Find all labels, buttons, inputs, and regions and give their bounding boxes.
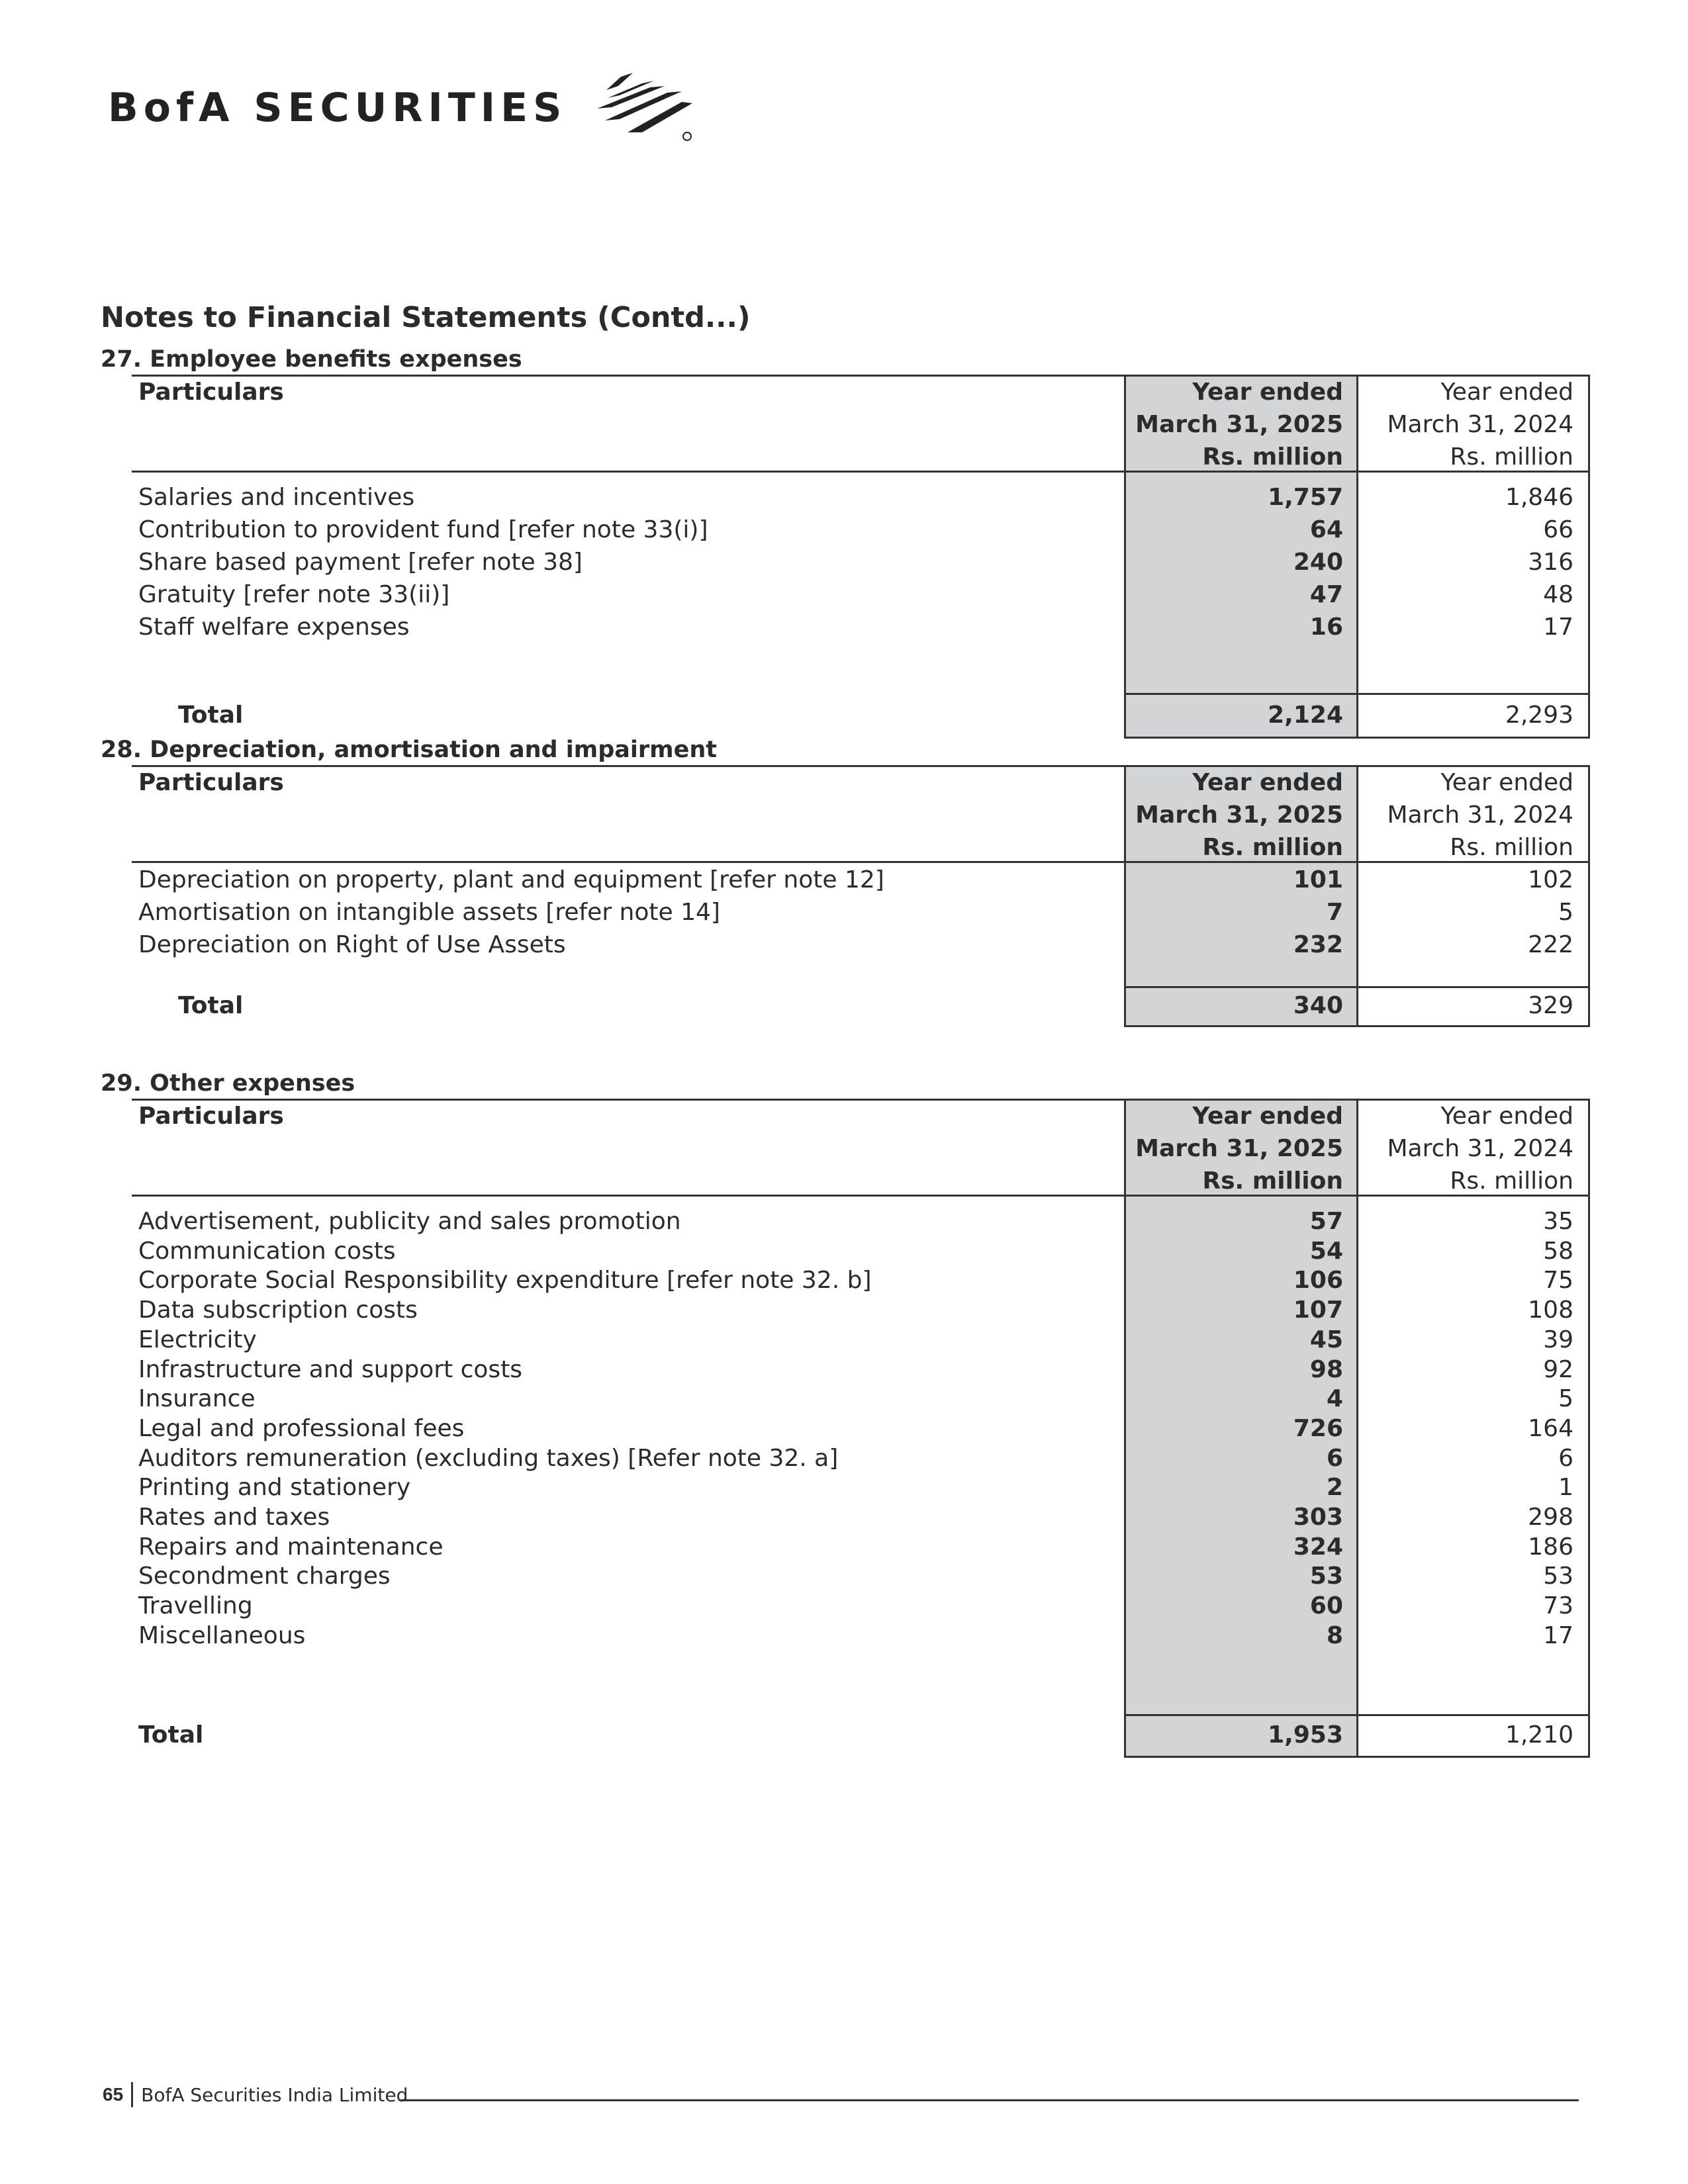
row-value-2024: 53 xyxy=(1543,1563,1573,1590)
col-2024-header-line2: March 31, 2024 xyxy=(1387,1135,1573,1162)
row-value-2025: 2 xyxy=(1326,1474,1343,1502)
row-value-2025: 101 xyxy=(1293,866,1343,893)
row-label: Repairs and maintenance xyxy=(138,1533,444,1561)
row-label: Salaries and incentives xyxy=(138,484,415,511)
row-label: Gratuity [refer note 33(ii)] xyxy=(138,581,450,608)
page-heading: Notes to Financial Statements (Contd...) xyxy=(101,301,751,334)
row-value-2024: 58 xyxy=(1543,1237,1573,1265)
note-28-title: 28. Depreciation, amortisation and impairment xyxy=(101,737,718,763)
row-value-2025: 106 xyxy=(1293,1267,1343,1295)
row-label: Share based payment [refer note 38] xyxy=(138,549,583,576)
row-value-2024: 17 xyxy=(1543,614,1573,641)
row-label: Communication costs xyxy=(138,1237,396,1265)
row-value-2024: 17 xyxy=(1543,1621,1573,1649)
note-28-table xyxy=(132,765,1590,1027)
row-value-2024: 75 xyxy=(1543,1267,1573,1295)
row-label: Miscellaneous xyxy=(138,1621,306,1649)
total-label: Total xyxy=(138,1721,204,1749)
row-value-2024: 108 xyxy=(1528,1297,1573,1324)
row-value-2024: 5 xyxy=(1558,1385,1573,1413)
row-value-2024: 164 xyxy=(1528,1414,1573,1442)
note-27-section xyxy=(101,344,1590,729)
col-2025-header-line2: March 31, 2025 xyxy=(1135,801,1343,829)
row-value-2025: 240 xyxy=(1293,549,1343,576)
total-2025: 1,953 xyxy=(1268,1721,1343,1749)
logo xyxy=(108,71,694,144)
row-value-2024: 92 xyxy=(1543,1355,1573,1383)
row-value-2024: 35 xyxy=(1543,1208,1573,1235)
row-value-2025: 726 xyxy=(1293,1414,1343,1442)
footer-rule xyxy=(400,2099,1579,2101)
row-label: Corporate Social Responsibility expenditure [refer note 32. b] xyxy=(138,1267,872,1295)
note-29-title: 29. Other expenses xyxy=(101,1070,355,1097)
row-label: Travelling xyxy=(138,1592,253,1620)
col-2025-header-line1: Year ended xyxy=(1192,1103,1343,1130)
total-2025: 340 xyxy=(1293,992,1343,1019)
logo-wordmark: BofA SECURITIES xyxy=(108,85,567,131)
total-2024: 2,293 xyxy=(1505,702,1573,729)
row-value-2025: 53 xyxy=(1309,1563,1343,1590)
total-label: Total xyxy=(178,702,244,729)
col-2024-header-line1: Year ended xyxy=(1440,379,1573,406)
row-label: Electricity xyxy=(138,1326,257,1353)
page-footer xyxy=(103,2082,408,2107)
row-value-2025: 303 xyxy=(1293,1504,1343,1531)
col-2025-header-line3: Rs. million xyxy=(1202,834,1343,861)
note-27-table xyxy=(132,375,1590,739)
flag-logo-icon xyxy=(581,71,694,144)
row-value-2024: 186 xyxy=(1528,1533,1573,1561)
row-value-2025: 6 xyxy=(1326,1444,1343,1472)
col-2024-header-line2: March 31, 2024 xyxy=(1387,801,1573,829)
row-value-2024: 102 xyxy=(1528,866,1573,893)
page-number: 65 xyxy=(103,2084,124,2105)
note-29-table xyxy=(132,1099,1590,1758)
note-29-section xyxy=(101,1068,1590,1749)
col-2024-header-line2: March 31, 2024 xyxy=(1387,411,1573,438)
row-value-2025: 16 xyxy=(1309,614,1343,641)
particulars-header: Particulars xyxy=(138,379,284,406)
row-value-2024: 5 xyxy=(1558,899,1573,926)
row-label: Data subscription costs xyxy=(138,1297,418,1324)
row-value-2025: 64 xyxy=(1309,516,1343,543)
row-value-2025: 324 xyxy=(1293,1533,1343,1561)
row-value-2025: 60 xyxy=(1309,1592,1343,1620)
row-value-2024: 73 xyxy=(1543,1592,1573,1620)
row-label: Secondment charges xyxy=(138,1563,391,1590)
total-2025: 2,124 xyxy=(1268,702,1343,729)
row-value-2024: 222 xyxy=(1528,931,1573,958)
row-value-2024: 39 xyxy=(1543,1326,1573,1353)
row-label: Contribution to provident fund [refer note 33(i)] xyxy=(138,516,708,543)
row-value-2024: 1 xyxy=(1558,1474,1573,1502)
row-label: Infrastructure and support costs xyxy=(138,1355,523,1383)
row-value-2025: 45 xyxy=(1309,1326,1343,1353)
row-value-2025: 232 xyxy=(1293,931,1343,958)
row-value-2025: 4 xyxy=(1326,1385,1343,1413)
col-2025-header-line3: Rs. million xyxy=(1202,1167,1343,1195)
row-value-2024: 1,846 xyxy=(1505,484,1573,511)
particulars-header: Particulars xyxy=(138,1103,284,1130)
row-value-2024: 298 xyxy=(1528,1504,1573,1531)
total-label: Total xyxy=(178,992,244,1019)
note-27-title: 27. Employee benefits expenses xyxy=(101,346,522,373)
row-label: Advertisement, publicity and sales promotion xyxy=(138,1208,681,1235)
col-2025-header-line1: Year ended xyxy=(1192,769,1343,796)
row-label: Staff welfare expenses xyxy=(138,614,410,641)
row-label: Amortisation on intangible assets [refer note 14] xyxy=(138,899,720,926)
col-2024-header-line1: Year ended xyxy=(1440,769,1573,796)
col-2024-header-line3: Rs. million xyxy=(1450,443,1573,471)
row-value-2024: 66 xyxy=(1543,516,1573,543)
row-value-2024: 6 xyxy=(1558,1444,1573,1472)
row-value-2025: 8 xyxy=(1326,1621,1343,1649)
row-value-2025: 47 xyxy=(1309,581,1343,608)
total-2024: 329 xyxy=(1528,992,1573,1019)
total-2024: 1,210 xyxy=(1505,1721,1573,1749)
row-value-2025: 1,757 xyxy=(1268,484,1343,511)
row-label: Auditors remuneration (excluding taxes) [Refer note 32. a] xyxy=(138,1444,839,1472)
col-2025-header-line3: Rs. million xyxy=(1202,443,1343,471)
row-label: Depreciation on property, plant and equipment [refer note 12] xyxy=(138,866,884,893)
row-value-2025: 98 xyxy=(1309,1355,1343,1383)
row-value-2025: 107 xyxy=(1293,1297,1343,1324)
row-label: Depreciation on Right of Use Assets xyxy=(138,931,566,958)
col-2024-header-line3: Rs. million xyxy=(1450,834,1573,861)
row-label: Printing and stationery xyxy=(138,1474,411,1502)
col-2024-header-line3: Rs. million xyxy=(1450,1167,1573,1195)
row-value-2025: 57 xyxy=(1309,1208,1343,1235)
particulars-header: Particulars xyxy=(138,769,284,796)
col-2025-header-line2: March 31, 2025 xyxy=(1135,1135,1343,1162)
col-2025-header-line2: March 31, 2025 xyxy=(1135,411,1343,438)
row-value-2024: 48 xyxy=(1543,581,1573,608)
row-label: Rates and taxes xyxy=(138,1504,330,1531)
row-label: Insurance xyxy=(138,1385,256,1413)
col-2024-header-line1: Year ended xyxy=(1440,1103,1573,1130)
row-value-2024: 316 xyxy=(1528,549,1573,576)
note-28-section xyxy=(101,735,1590,1019)
col-2025-header-line1: Year ended xyxy=(1192,379,1343,406)
row-value-2025: 7 xyxy=(1326,899,1343,926)
row-label: Legal and professional fees xyxy=(138,1414,465,1442)
footer-divider xyxy=(131,2082,133,2107)
row-value-2025: 54 xyxy=(1309,1237,1343,1265)
footer-company: BofA Securities India Limited xyxy=(141,2083,408,2106)
